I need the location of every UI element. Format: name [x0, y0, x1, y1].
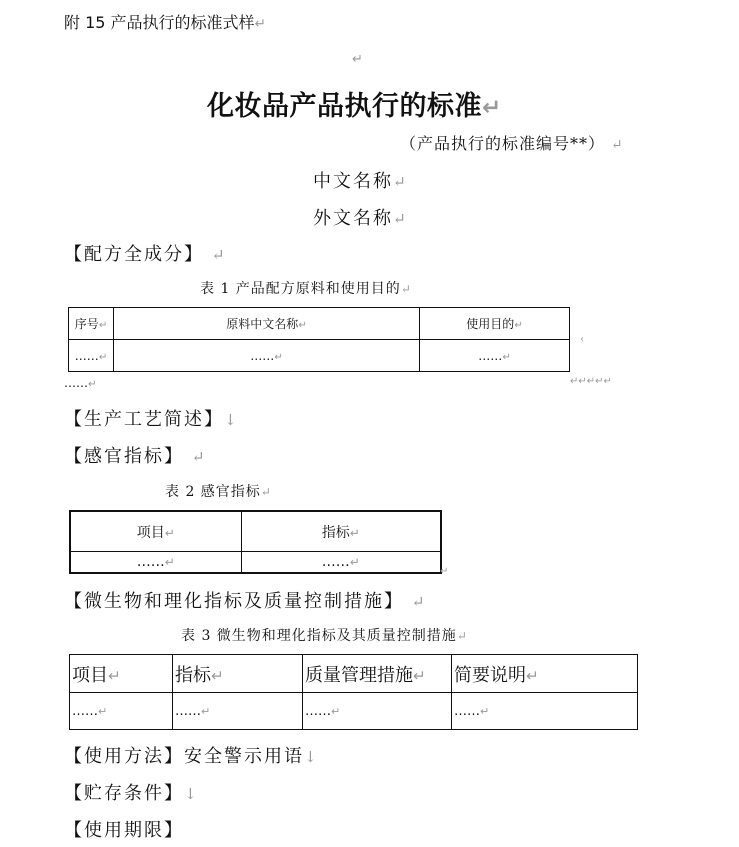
paragraph-mark: ↵	[413, 666, 426, 685]
paragraph-mark: ↵	[331, 704, 341, 718]
table-cell: ……↵	[452, 693, 638, 730]
paragraph-mark: ↵	[254, 16, 266, 32]
table-cell: ……↵	[173, 693, 303, 730]
paragraph-mark: ↵	[349, 525, 360, 540]
table2-caption: 表 2 感官指标↵	[165, 484, 272, 500]
section-process: 【生产工艺简述】↓	[64, 409, 239, 430]
section-shelf-life: 【使用期限】	[64, 820, 184, 841]
header-cell: 使用目的↵	[420, 308, 570, 340]
paragraph-mark: ↵	[393, 173, 408, 191]
paragraph-mark: ↵	[191, 448, 207, 466]
document-title: 化妆品产品执行的标准↵	[207, 91, 502, 122]
table-row	[70, 552, 441, 574]
formula-table	[68, 307, 570, 372]
table-cell: ……↵	[70, 552, 241, 574]
table-cell: ……↵	[69, 340, 114, 372]
paragraph-mark: ↵	[502, 351, 511, 363]
paragraph-mark: ↵	[393, 210, 408, 228]
paragraph-mark: ↵	[526, 666, 539, 685]
line-break-mark: ↓	[184, 785, 199, 803]
header-cell: 项目↵	[70, 655, 173, 693]
line-break-mark: ↓	[304, 748, 319, 766]
paragraph-mark: ↵	[98, 320, 108, 331]
section-formula: 【配方全成分】 ↵	[64, 244, 227, 265]
paragraph-mark: ↵	[349, 555, 360, 569]
table3-caption: 表 3 微生物和理化指标及其质量控制措施↵	[181, 628, 468, 644]
paragraph-mark: ↵	[98, 351, 108, 363]
paragraph-mark: ↵	[456, 629, 468, 643]
header-cell: 原料中文名称↵	[114, 308, 420, 340]
paragraph-mark: ↵	[88, 379, 97, 390]
sensory-table	[69, 510, 442, 574]
paragraph-mark: ↵	[298, 320, 307, 331]
section-sensory: 【感官指标】 ↵	[64, 446, 207, 467]
chinese-name: 中文名称↵	[313, 171, 408, 192]
table-cell: ……↵	[303, 693, 452, 730]
stray-mark: ‹	[580, 334, 584, 345]
paragraph-mark: ↵	[164, 525, 175, 540]
paragraph-mark: ↵	[480, 704, 490, 718]
paragraph-mark: ↵	[514, 320, 523, 331]
paragraph-mark: ↵	[400, 282, 412, 296]
standard-number: （产品执行的标准编号**） ↵	[400, 134, 624, 153]
header-cell: 指标↵	[173, 655, 303, 693]
section-usage: 【使用方法】安全警示用语↓	[64, 746, 319, 767]
table-row	[70, 693, 638, 730]
paragraph-mark: ↵	[164, 555, 175, 569]
table-header-row	[70, 655, 638, 693]
table-cell: ……↵	[241, 552, 441, 574]
section-microbial: 【微生物和理化指标及质量控制措施】 ↵	[64, 591, 427, 612]
line-break-mark: ↓	[224, 411, 239, 429]
section-storage: 【贮存条件】↓	[64, 783, 199, 804]
paragraph-mark: ↵	[201, 704, 211, 718]
paragraph-mark: ↵	[211, 246, 227, 264]
header-cell: 指标↵	[241, 511, 441, 552]
table1-trailing-text: ……↵	[64, 376, 97, 390]
foreign-name: 外文名称↵	[313, 208, 408, 229]
stray-mark: ↵	[440, 566, 449, 577]
paragraph-mark: ↵	[611, 137, 624, 153]
stray-marks: ↵↵↵↵↵	[570, 376, 612, 387]
table-row	[69, 340, 570, 372]
header-cell: 质量管理措施↵	[303, 655, 452, 693]
paragraph-mark: ↵	[260, 485, 272, 499]
appendix-heading: 附 15 产品执行的标准式样↵	[64, 13, 266, 32]
empty-paragraph-mark: ↵	[352, 52, 363, 67]
table1-caption: 表 1 产品配方原料和使用目的↵	[200, 281, 412, 297]
paragraph-mark: ↵	[98, 704, 108, 718]
header-cell: 项目↵	[70, 511, 241, 552]
table-cell: ……↵	[114, 340, 420, 372]
paragraph-mark: ↵	[411, 593, 427, 611]
paragraph-mark: ↵	[274, 351, 283, 363]
microbial-table	[69, 654, 638, 730]
table-cell: ……↵	[420, 340, 570, 372]
table-cell: ……↵	[70, 693, 173, 730]
table-header-row	[70, 511, 441, 552]
header-cell: 序号↵	[69, 308, 114, 340]
paragraph-mark: ↵	[108, 666, 121, 685]
header-cell: 简要说明↵	[452, 655, 638, 693]
paragraph-mark: ↵	[482, 95, 502, 121]
paragraph-mark: ↵	[211, 666, 224, 685]
table-header-row	[69, 308, 570, 340]
